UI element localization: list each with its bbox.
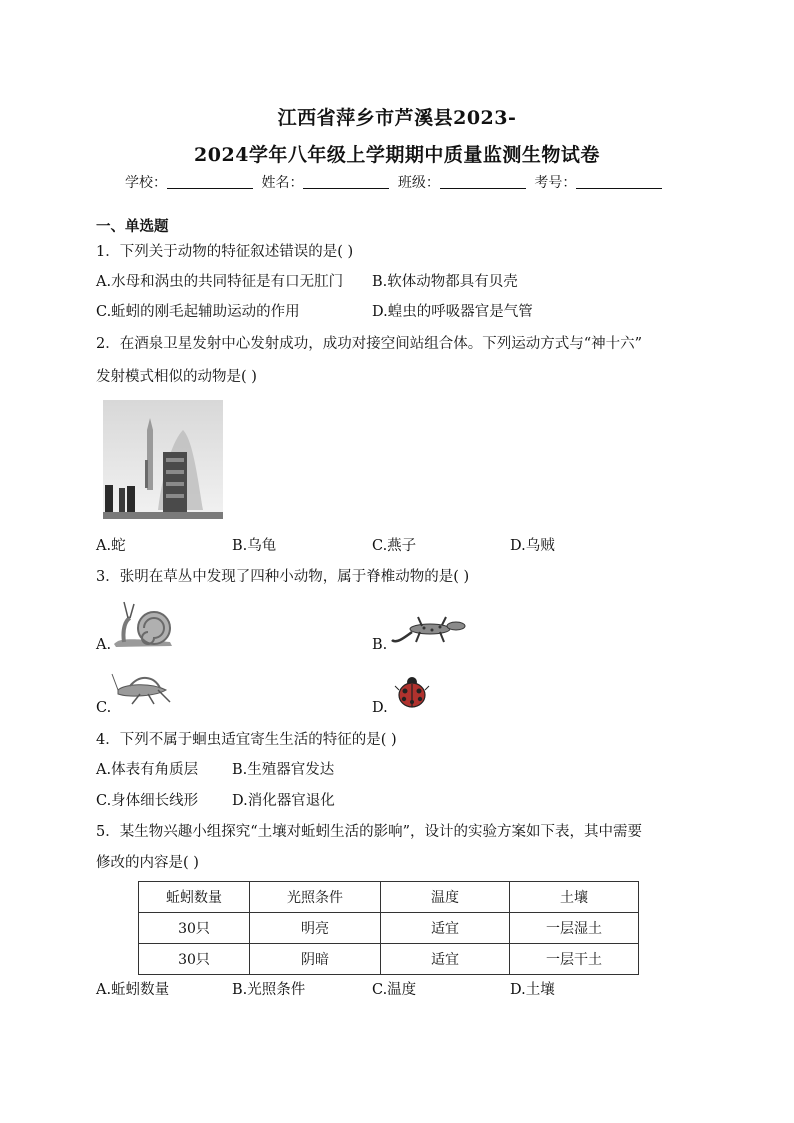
- q5-option-c[interactable]: C.温度: [372, 982, 417, 998]
- table-cell: 30只: [139, 913, 250, 944]
- q4-option-c[interactable]: C.身体细长线形: [96, 793, 199, 809]
- q5-option-d[interactable]: D.土壤: [510, 982, 555, 998]
- q4-stem: 4．下列不属于蛔虫适宜寄生生活的特征的是( ): [96, 732, 397, 748]
- table-cell: 适宜: [381, 944, 510, 975]
- exam-number-blank[interactable]: [576, 174, 662, 189]
- experiment-table: [138, 881, 639, 975]
- lizard-icon: [390, 614, 470, 646]
- name-label: 姓名：: [261, 175, 304, 191]
- page-title-line1: 江西省萍乡市芦溪县2023-: [277, 107, 517, 129]
- q2-option-d[interactable]: D.乌贼: [510, 538, 555, 554]
- q3-option-b[interactable]: B.: [372, 637, 388, 653]
- table-header-cell: 光照条件: [250, 882, 381, 913]
- ladybug-icon: [394, 674, 430, 710]
- student-info-line: [125, 172, 666, 192]
- table-row: [139, 944, 639, 975]
- table-header-cell: 蚯蚓数量: [139, 882, 250, 913]
- q2-option-b[interactable]: B.乌龟: [232, 538, 277, 554]
- q4-option-a[interactable]: A.体表有角质层: [96, 762, 199, 778]
- table-row: [139, 913, 639, 944]
- rocket-launch-image: [103, 400, 223, 519]
- q2-stem-line1: 2．在酒泉卫星发射中心发射成功，成功对接空间站组合体。下列运动方式与“神十六”: [96, 336, 643, 352]
- page-title-line2: 2024学年八年级上学期期中质量监测生物试卷: [194, 144, 600, 166]
- q1-stem: 1．下列关于动物的特征叙述错误的是( ): [96, 244, 354, 260]
- q1-option-d[interactable]: D.蝗虫的呼吸器官是气管: [372, 304, 533, 320]
- q2-stem-line2: 发射模式相似的动物是( ): [96, 369, 257, 385]
- name-blank[interactable]: [303, 174, 389, 189]
- q1-option-a[interactable]: A.水母和涡虫的共同特征是有口无肛门: [96, 274, 344, 290]
- q3-option-c[interactable]: C.: [96, 700, 112, 716]
- class-label: 班级：: [397, 175, 440, 191]
- class-blank[interactable]: [440, 174, 526, 189]
- q1-option-c[interactable]: C.蚯蚓的刚毛起辅助运动的作用: [96, 304, 300, 320]
- table-cell: 30只: [139, 944, 250, 975]
- q2-option-a[interactable]: A.蛇: [96, 538, 126, 554]
- q2-option-c[interactable]: C.燕子: [372, 538, 417, 554]
- q5-stem-line1: 5．某生物兴趣小组探究“土壤对蚯蚓生活的影响”，设计的实验方案如下表，其中需要: [96, 824, 643, 840]
- q4-option-b[interactable]: B.生殖器官发达: [232, 762, 335, 778]
- q3-option-a[interactable]: A.: [96, 637, 112, 653]
- q5-stem-line2: 修改的内容是( ): [96, 855, 199, 871]
- q3-option-d[interactable]: D.: [372, 700, 388, 716]
- snail-icon: [110, 598, 176, 648]
- table-cell: 一层湿土: [510, 913, 639, 944]
- school-label: 学校：: [125, 175, 167, 191]
- table-header-cell: 温度: [381, 882, 510, 913]
- grasshopper-icon: [110, 670, 172, 706]
- table-cell: 适宜: [381, 913, 510, 944]
- table-cell: 阴暗: [250, 944, 381, 975]
- section-title: 一、单选题: [96, 218, 169, 235]
- q1-option-b[interactable]: B.软体动物都具有贝壳: [372, 274, 518, 290]
- school-blank[interactable]: [167, 174, 253, 189]
- exam-number-label: 考号：: [534, 175, 577, 191]
- table-cell: 明亮: [250, 913, 381, 944]
- table-cell: 一层干土: [510, 944, 639, 975]
- q3-stem: 3．张明在草丛中发现了四种小动物，属于脊椎动物的是( ): [96, 569, 470, 585]
- q5-option-b[interactable]: B.光照条件: [232, 982, 306, 998]
- table-header-row: [139, 882, 639, 913]
- table-header-cell: 土壤: [510, 882, 639, 913]
- q5-option-a[interactable]: A.蚯蚓数量: [96, 982, 170, 998]
- q4-option-d[interactable]: D.消化器官退化: [232, 793, 335, 809]
